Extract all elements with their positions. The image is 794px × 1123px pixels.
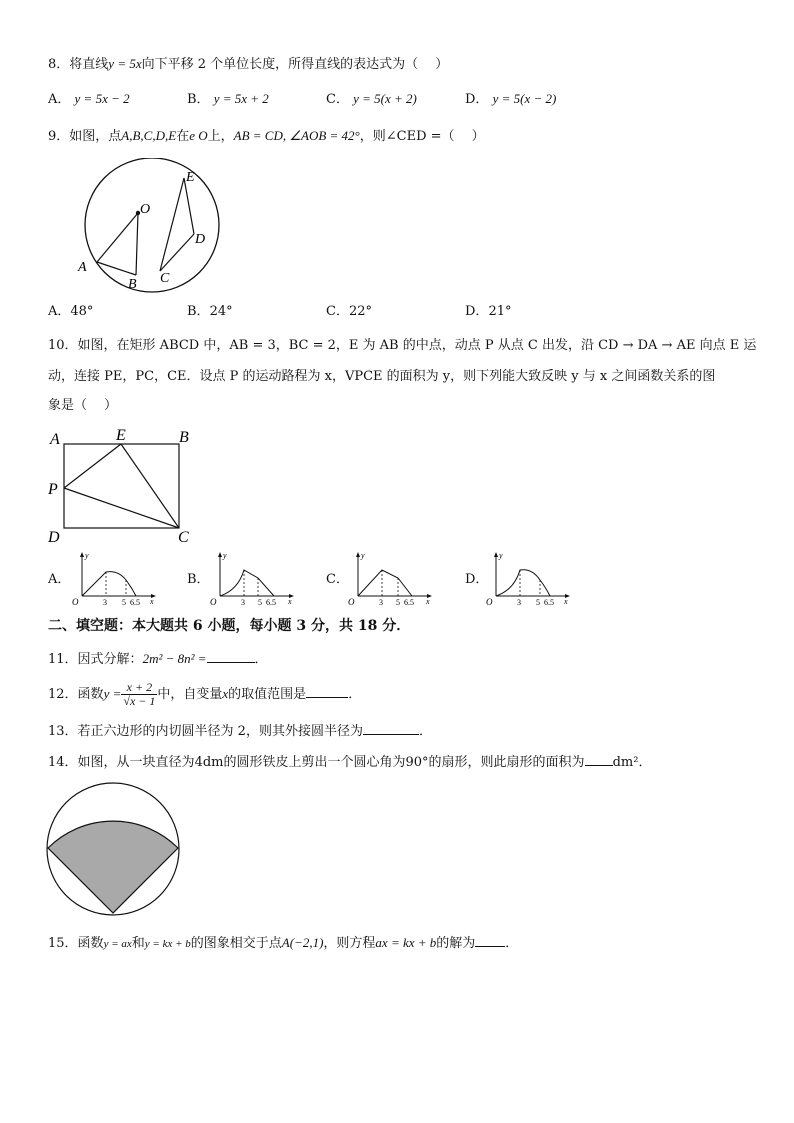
q14-angle: 90° <box>405 755 429 770</box>
q14-text: 如图，从一块直径为 <box>77 755 195 770</box>
svg-text:O: O <box>210 597 217 606</box>
option-label: C． <box>326 304 349 319</box>
q14-text-b: 的圆形铁皮上剪出一个圆心角为 <box>223 755 406 770</box>
svg-text:3: 3 <box>103 598 107 606</box>
q15-f2: y = kx + b <box>144 938 191 950</box>
q10-text-2: 动，连接 PE，PC，CE．设点 P 的运动路程为 x，VPCE 的面积为 y，则下列能大致反映 y 与 x 之间函数关系的图 <box>48 369 716 384</box>
q14-number: 14． <box>48 755 78 770</box>
q11-expr: 2m² − 8n² = <box>142 651 207 666</box>
q15-text-d: ，则方程 <box>323 936 376 951</box>
option-value: 48° <box>70 304 94 319</box>
q10-label-a: A <box>50 431 60 448</box>
q8-expr: y = 5x <box>108 56 142 71</box>
q12-number: 12． <box>48 687 78 702</box>
q9-segment-oa <box>97 213 138 262</box>
q9-text-c: 上， <box>207 129 234 144</box>
q15-stem <box>48 932 518 954</box>
q15-text-e: 的解为 <box>436 936 476 951</box>
svg-text:6.5: 6.5 <box>266 598 276 606</box>
q10-graph-a <box>70 548 160 606</box>
q8-text-b: 向下平移 2 个单位长度，所得直线的表达式为（ ） <box>141 57 449 72</box>
q9-circle-symbol: e O <box>189 128 208 143</box>
q10-rectangle-figure <box>44 422 204 550</box>
q9-segment-ab <box>97 262 136 275</box>
svg-text:y: y <box>499 551 503 560</box>
option-label: A． <box>48 304 71 319</box>
q10-number: 10． <box>48 338 78 353</box>
q10-label-e: E <box>116 427 126 444</box>
option-value: 21° <box>488 304 512 319</box>
svg-text:3: 3 <box>379 598 383 606</box>
svg-text:x: x <box>564 597 568 606</box>
option-label: A． <box>48 572 71 587</box>
q10-label-b: B <box>179 429 189 446</box>
q9-text: 如图，点 <box>69 129 122 144</box>
q11-end: ． <box>254 652 268 667</box>
q8-option-d[interactable] <box>465 89 556 110</box>
option-value: y = 5x − 2 <box>74 91 130 106</box>
q10-label-p: P <box>48 481 58 498</box>
q10-rectangle <box>64 444 179 528</box>
q12-text-b: 中，自变量 <box>157 687 223 702</box>
q8-option-c[interactable] <box>326 89 417 110</box>
q8-stem <box>48 54 448 75</box>
q10-label-d: D <box>48 529 60 546</box>
q10-graph-c <box>346 548 436 606</box>
q12-text: 函数 <box>77 687 104 702</box>
q15-text-b: 和 <box>131 936 145 951</box>
q10-option-a[interactable] <box>48 570 70 590</box>
q12-var: x <box>222 686 229 701</box>
svg-text:x: x <box>426 597 430 606</box>
option-label: B． <box>187 92 210 107</box>
q14-sector <box>48 821 178 913</box>
q15-text-c: 的图象相交于点 <box>190 936 282 951</box>
svg-text:y: y <box>223 551 227 560</box>
q12-answer-blank[interactable] <box>306 683 348 698</box>
q8-option-a[interactable] <box>48 89 130 110</box>
svg-text:3: 3 <box>241 598 245 606</box>
option-label: D． <box>465 304 489 319</box>
q12-denominator: √x − 1 <box>123 694 156 708</box>
q9-number: 9． <box>48 129 70 144</box>
q9-label-b: B <box>128 277 137 292</box>
option-label: A． <box>48 92 71 107</box>
q10-graph-b <box>208 548 298 606</box>
q12-stem <box>48 676 361 713</box>
q9-segment-ob <box>136 213 138 275</box>
q9-circle <box>85 158 219 292</box>
svg-text:6.5: 6.5 <box>404 598 414 606</box>
q10-text-1: 如图，在矩形 ABCD 中，AB = 3，BC = 2，E 为 AB 的中点，动点 P 从点 C 出发，沿 CD → DA → AE 向点 E 运 <box>77 338 757 353</box>
svg-text:O: O <box>348 597 355 606</box>
q8-text: 将直线 <box>69 57 109 72</box>
q14-text-c: 的扇形，则此扇形的面积为 <box>428 755 585 770</box>
q13-stem <box>48 720 432 742</box>
q15-number: 15． <box>48 936 78 951</box>
q15-answer-blank[interactable] <box>475 932 505 947</box>
q10-text-3: 象是（ ） <box>48 398 118 413</box>
q9-stem <box>48 126 485 147</box>
q15-point: A(−2,1) <box>281 935 324 950</box>
q9-circle-figure <box>70 158 230 293</box>
q15-text: 函数 <box>77 936 104 951</box>
q9-label-o: O <box>140 202 151 217</box>
q9-option-a[interactable] <box>48 302 93 322</box>
svg-text:5: 5 <box>258 598 262 606</box>
q11-answer-blank[interactable] <box>207 648 255 663</box>
q9-text-b: 在 <box>176 129 190 144</box>
q11-stem <box>48 648 268 670</box>
q14-unit: dm² <box>612 755 639 770</box>
q9-label-c: C <box>160 271 170 286</box>
q10-option-b[interactable] <box>187 570 210 590</box>
svg-text:5: 5 <box>396 598 400 606</box>
q9-label-a: A <box>78 260 87 275</box>
option-label: D． <box>465 92 489 107</box>
option-label: D． <box>465 572 489 587</box>
option-value: 22° <box>348 304 372 319</box>
q9-label-e: E <box>186 170 195 185</box>
option-value: y = 5x + 2 <box>213 91 269 106</box>
q12-numerator: x + 2 <box>121 681 157 695</box>
q14-sector-figure <box>46 782 182 918</box>
svg-text:x: x <box>288 597 292 606</box>
svg-text:y: y <box>361 551 365 560</box>
q9-segment-ed <box>184 178 194 234</box>
q15-equation: ax = kx + b <box>375 935 437 950</box>
q10-label-c: C <box>178 529 189 546</box>
option-label: B． <box>187 572 210 587</box>
option-label: C． <box>326 572 349 587</box>
q9-option-c[interactable] <box>326 302 372 322</box>
svg-text:5: 5 <box>122 598 126 606</box>
q9-label-d: D <box>195 232 206 247</box>
q12-end: ． <box>348 687 362 702</box>
q15-end: ． <box>505 936 519 951</box>
q10-graph-d <box>484 548 574 606</box>
q12-text-c: 的取值范围是 <box>228 687 307 702</box>
q14-answer-blank[interactable] <box>585 751 613 766</box>
option-label: B． <box>187 304 210 319</box>
section-2-title: 二、填空题：本大题共 6 小题，每小题 3 分，共 18 分． <box>48 618 411 634</box>
svg-text:O: O <box>72 597 79 606</box>
option-value: 24° <box>209 304 233 319</box>
q9-segment-ec <box>160 178 184 271</box>
q10-segment-ec <box>121 444 179 528</box>
q13-number: 13． <box>48 724 78 739</box>
option-value: y = 5(x + 2) <box>353 91 417 106</box>
option-value: y = 5(x − 2) <box>492 91 557 106</box>
q8-number: 8． <box>48 57 70 72</box>
q8-option-b[interactable] <box>187 89 269 110</box>
q9-points: A,B,C,D,E <box>121 128 177 143</box>
q10-stem-line3 <box>48 396 117 416</box>
q14-stem <box>48 751 651 773</box>
q14-diameter: 4dm <box>194 755 224 770</box>
q9-option-d[interactable] <box>465 302 511 322</box>
q9-text-d: ，则∠CED =（ ） <box>359 129 485 144</box>
svg-text:y: y <box>85 551 89 560</box>
q10-segment-pe <box>64 444 121 488</box>
q14-end: ． <box>638 755 652 770</box>
option-label: C． <box>326 92 349 107</box>
q13-end: ． <box>418 724 432 739</box>
q13-text: 若正六边形的内切圆半径为 2，则其外接圆半径为 <box>77 724 363 739</box>
svg-text:5: 5 <box>536 598 540 606</box>
q10-stem-line2 <box>48 367 715 387</box>
q13-answer-blank[interactable] <box>363 720 419 735</box>
svg-text:O: O <box>486 597 493 606</box>
q15-f1: y = ax <box>103 938 132 950</box>
q12-y: y = <box>103 686 122 701</box>
svg-text:x: x <box>150 597 154 606</box>
svg-text:6.5: 6.5 <box>130 598 140 606</box>
svg-text:6.5: 6.5 <box>544 598 554 606</box>
q9-option-b[interactable] <box>187 302 233 322</box>
q9-condition: AB = CD, ∠AOB = 42° <box>233 128 360 143</box>
svg-text:3: 3 <box>517 598 521 606</box>
q11-text: 因式分解： <box>77 652 143 667</box>
q11-number: 11． <box>48 652 78 667</box>
q10-segment-pc <box>64 488 179 528</box>
q12-fraction <box>121 681 157 708</box>
q10-stem-line1 <box>48 336 756 356</box>
